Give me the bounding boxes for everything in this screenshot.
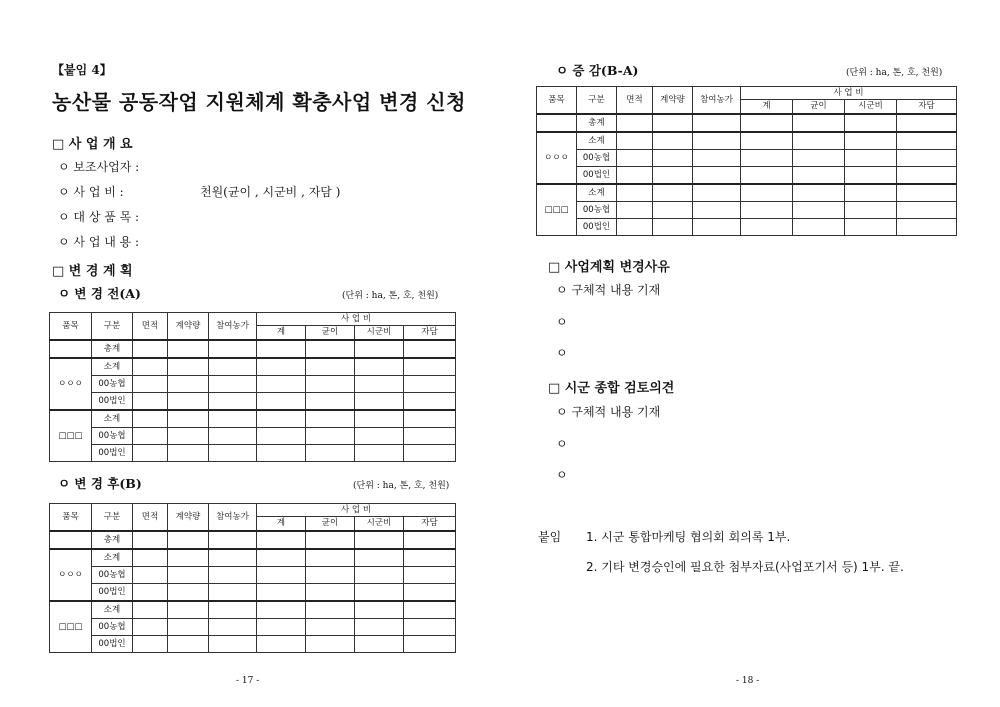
header-local: 시군비 <box>355 517 404 531</box>
row-subtotal: 소계 <box>92 601 133 619</box>
after-unit: (단위 : ha, 톤, 호, 천원) <box>353 481 450 491</box>
review-item-1: ㅇ 구체적 내용 기재 <box>556 405 661 419</box>
header-self: 자담 <box>897 100 957 114</box>
page-number-right: - 18 - <box>736 676 760 686</box>
diff-unit: (단위 : ha, 톤, 호, 천원) <box>846 68 943 78</box>
header-category: 구분 <box>92 504 133 532</box>
header-balanced: 균이 <box>306 517 355 531</box>
header-self: 자담 <box>404 326 456 340</box>
before-table <box>49 312 456 462</box>
header-balanced: 균이 <box>306 326 355 340</box>
group-item-1: ㅇㅇㅇ <box>537 132 577 184</box>
row-corp: 00법인 <box>92 636 133 653</box>
header-category: 구분 <box>92 313 133 341</box>
after-table <box>49 503 456 653</box>
group-item-2: □□□ <box>50 601 92 653</box>
row-corp: 00법인 <box>577 167 617 185</box>
before-label: ㅇ 변 경 전(A) <box>58 286 141 301</box>
group-item-2: □□□ <box>537 184 577 236</box>
reason-item-3: ㅇ <box>556 346 568 360</box>
header-local: 시군비 <box>355 326 404 340</box>
row-coop: 00농협 <box>92 619 133 636</box>
header-farmers: 참여농가 <box>209 313 257 341</box>
diff-table <box>536 86 957 236</box>
header-self: 자담 <box>404 517 456 531</box>
row-corp: 00법인 <box>92 393 133 411</box>
overview-item-target: ㅇ 대 상 품 목 : <box>58 210 140 224</box>
header-area: 면적 <box>617 87 653 115</box>
header-budget: 사 업 비 <box>257 313 456 326</box>
after-label: ㅇ 변 경 후(B) <box>58 476 142 491</box>
header-item: 품목 <box>50 313 92 341</box>
row-coop: 00농협 <box>577 202 617 219</box>
overview-budget-detail: 천원(균이 , 시군비 , 자담 ) <box>200 185 341 199</box>
row-coop: 00농협 <box>92 376 133 393</box>
header-contract: 계약량 <box>653 87 693 115</box>
row-grand-total: 총계 <box>92 340 133 358</box>
row-subtotal: 소계 <box>577 132 617 150</box>
annex-label: 【붙임 4】 <box>52 63 112 77</box>
review-heading: □ 시군 종합 검토의견 <box>548 381 675 396</box>
group-item-1: ㅇㅇㅇ <box>50 358 92 410</box>
row-corp: 00법인 <box>577 219 617 236</box>
overview-heading: □ 사 업 개 요 <box>52 137 133 152</box>
row-subtotal: 소계 <box>92 410 133 428</box>
header-item: 품목 <box>537 87 577 115</box>
header-budget: 사 업 비 <box>741 87 957 100</box>
header-total: 계 <box>741 100 793 114</box>
header-balanced: 균이 <box>793 100 845 114</box>
group-item-2: □□□ <box>50 410 92 462</box>
overview-item-operator: ㅇ 보조사업자 : <box>58 160 140 174</box>
page-number-left: - 17 - <box>236 676 260 686</box>
reason-item-1: ㅇ 구체적 내용 기재 <box>556 283 661 297</box>
row-subtotal: 소계 <box>577 184 617 202</box>
review-item-2: ㅇ <box>556 437 568 451</box>
diff-label: ㅇ 증 감(B-A) <box>556 63 639 78</box>
review-item-3: ㅇ <box>556 468 568 482</box>
header-farmers: 참여농가 <box>209 504 257 532</box>
header-total: 계 <box>257 326 306 340</box>
row-coop: 00농협 <box>92 567 133 584</box>
header-area: 면적 <box>133 504 168 532</box>
header-total: 계 <box>257 517 306 531</box>
header-contract: 계약량 <box>168 313 209 341</box>
overview-item-budget: ㅇ 사 업 비 : <box>58 185 124 199</box>
attachment-item-2: 2. 기타 변경승인에 필요한 첨부자료(사업포기서 등) 1부. 끝. <box>586 560 904 574</box>
header-local: 시군비 <box>845 100 897 114</box>
before-unit: (단위 : ha, 톤, 호, 천원) <box>342 291 439 301</box>
row-grand-total: 총계 <box>577 114 617 132</box>
row-corp: 00법인 <box>92 584 133 602</box>
group-item-1: ㅇㅇㅇ <box>50 549 92 601</box>
overview-item-content: ㅇ 사 업 내 용 : <box>58 235 140 249</box>
row-subtotal: 소계 <box>92 549 133 567</box>
header-farmers: 참여농가 <box>693 87 741 115</box>
row-coop: 00농협 <box>577 150 617 167</box>
reason-heading: □ 사업계획 변경사유 <box>548 260 670 275</box>
reason-item-2: ㅇ <box>556 315 568 329</box>
row-coop: 00농협 <box>92 428 133 445</box>
header-category: 구분 <box>577 87 617 115</box>
header-area: 면적 <box>133 313 168 341</box>
attachment-item-1: 1. 시군 통합마케팅 협의회 회의록 1부. <box>586 530 791 544</box>
document-title: 농산물 공동작업 지원체계 확충사업 변경 신청 <box>52 90 466 114</box>
plan-heading: □ 변 경 계 획 <box>52 264 133 279</box>
page-18 <box>500 0 1000 707</box>
header-budget: 사 업 비 <box>257 504 456 517</box>
attachments-label: 붙임 <box>538 530 562 544</box>
row-grand-total: 총계 <box>92 531 133 549</box>
row-subtotal: 소계 <box>92 358 133 376</box>
header-item: 품목 <box>50 504 92 532</box>
row-corp: 00법인 <box>92 445 133 462</box>
header-contract: 계약량 <box>168 504 209 532</box>
